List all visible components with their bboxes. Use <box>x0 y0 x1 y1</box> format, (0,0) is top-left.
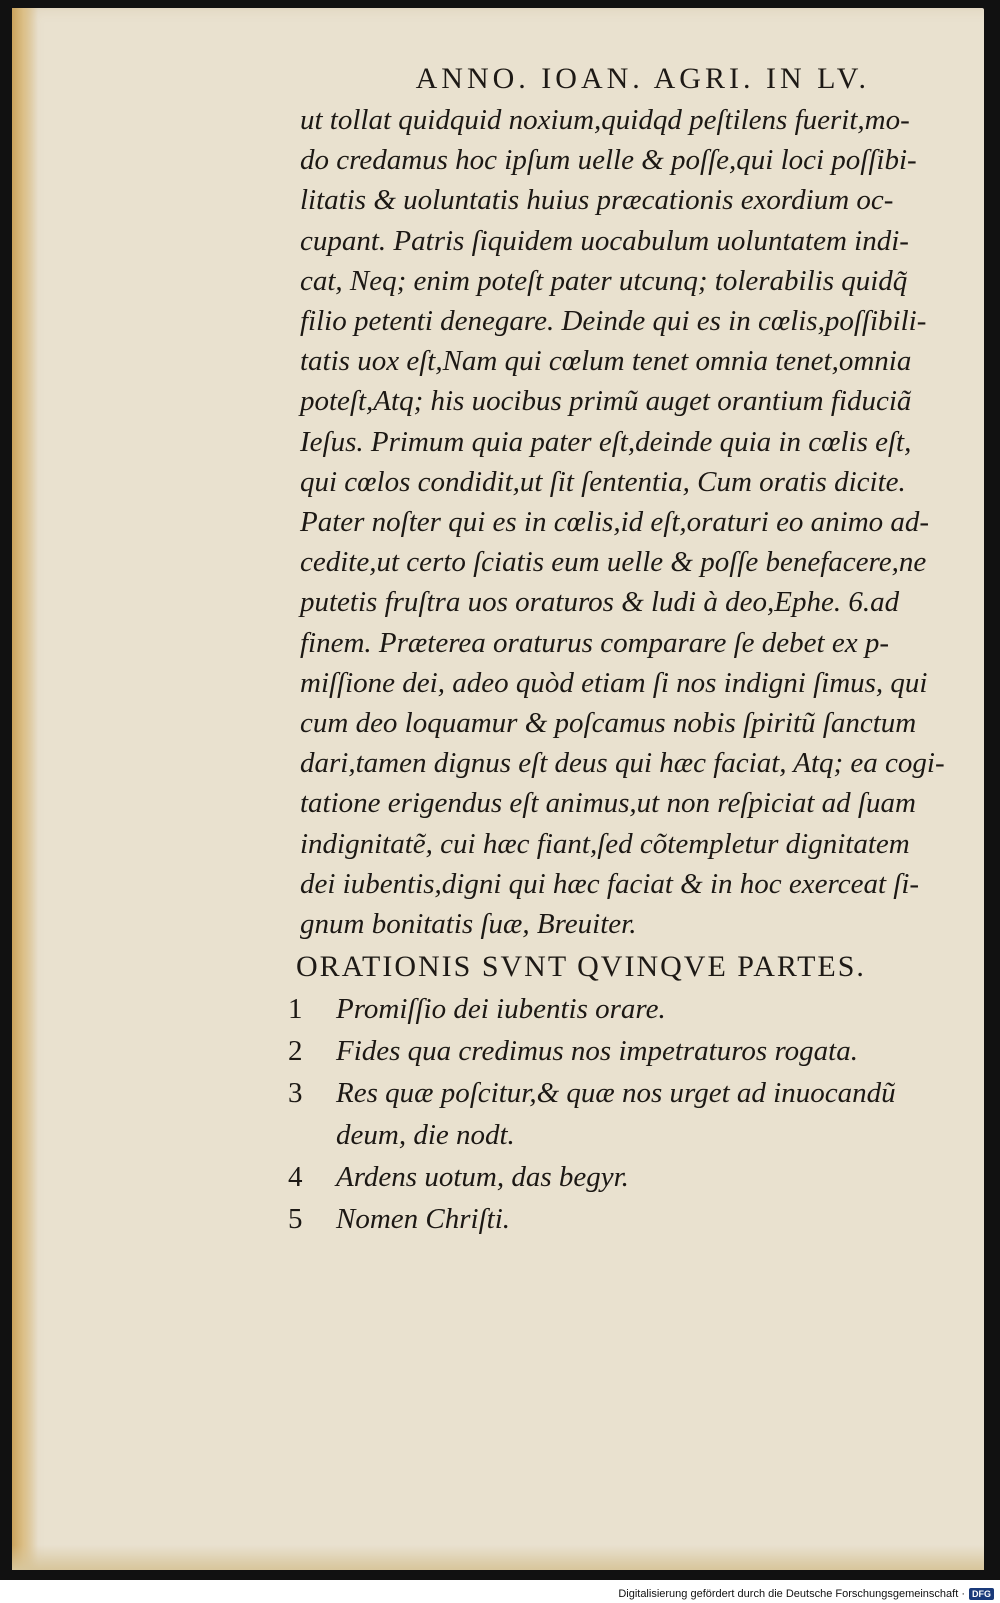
item-number: 3 <box>288 1077 303 1109</box>
item-text: Res quæ poſcitur,& quæ nos urget ad inuocandũ <box>336 1077 896 1109</box>
item-number: 2 <box>288 1035 303 1067</box>
parts-list <box>288 988 968 1240</box>
body-line: putetis fruſtra uos oraturos & ludi à deo,Ephe. 6.ad <box>300 586 900 619</box>
dfg-logo-icon: DFG <box>969 1588 994 1600</box>
body-line: gnum bonitatis ſuæ, Breuiter. <box>300 908 637 941</box>
body-line: cupant. Patris ſiquidem uocabulum uoluntatem indi- <box>300 224 909 257</box>
body-line: finem. Præterea oraturus comparare ſe debet ex p- <box>300 626 890 659</box>
body-line: tatis uox eſt,Nam qui cœlum tenet omnia tenet,omnia <box>300 345 912 378</box>
body-line: qui cœlos condidit,ut ſit ſententia, Cum oratis dicite. <box>300 465 906 498</box>
body-line: cat, Neq; enim poteſt pater utcunq; tolerabilis quidq̃ <box>300 264 908 297</box>
page-gutter-edge <box>12 8 38 1570</box>
body-line: dari,tamen dignus eſt deus qui hæc faciat, Atq; ea cogi- <box>300 747 945 780</box>
body-line: cum deo loquamur & poſcamus nobis ſpiritũ ſanctum <box>300 707 917 740</box>
body-line: Pater noſter qui es in cœlis,id eſt,oraturi eo animo ad- <box>300 506 930 539</box>
item-text-continued: deum, die nodt. <box>336 1119 515 1151</box>
item-number: 5 <box>288 1203 303 1235</box>
list-item <box>288 988 968 1030</box>
body-line: do credamus hoc ipſum uelle & poſſe,qui loci poſſibi- <box>300 144 917 177</box>
running-title: ANNO. IOAN. AGRI. IN LV. <box>415 62 870 95</box>
list-item <box>288 1156 968 1198</box>
body-line: dei iubentis,digni qui hæc faciat & in hoc exerceat ſi- <box>300 867 920 900</box>
item-text: Nomen Chriſti. <box>336 1203 511 1235</box>
list-item <box>288 1030 968 1072</box>
page-bottom-edge <box>12 1545 984 1570</box>
body-line: litatis & uoluntatis huius præcationis exordium oc- <box>300 184 894 217</box>
body-line: miſſione dei, adeo quòd etiam ſi nos indigni ſimus, qui <box>300 666 928 699</box>
item-text: Fides qua credimus nos impetraturos rogata. <box>336 1035 858 1067</box>
body-line: tatione erigendus eſt animus,ut non reſpiciat ad ſuam <box>300 787 916 820</box>
item-text: Ardens uotum, das begyr. <box>336 1161 629 1193</box>
body-line: filio petenti denegare. Deinde qui es in cœlis,poſſibili- <box>300 305 927 338</box>
list-item <box>288 1072 968 1156</box>
body-line: poteſt,Atq; his uocibus primũ auget orantium fiduciã <box>300 385 912 418</box>
section-heading: ORATIONIS SVNT QVINQVE PARTES. <box>296 950 866 983</box>
body-text <box>300 100 960 944</box>
item-text: Promiſſio dei iubentis orare. <box>336 993 666 1025</box>
funding-notice <box>618 1586 994 1602</box>
body-line: ut tollat quidquid noxium,quidqd peſtilens fuerit,mo- <box>300 104 910 136</box>
list-item <box>288 1198 968 1240</box>
body-line: indignitatẽ, cui hæc fiant,ſed cõtempletur dignitatem <box>300 827 910 860</box>
funding-text: Digitalisierung gefördert durch die Deutsche Forschungsgemeinschaft · <box>618 1588 965 1600</box>
item-number: 4 <box>288 1161 303 1193</box>
item-number: 1 <box>288 993 303 1025</box>
body-line: cedite,ut certo ſciatis eum uelle & poſſe benefacere,ne <box>300 546 927 579</box>
body-line: Ieſus. Primum quia pater eſt,deinde quia in cœlis eſt, <box>300 425 912 458</box>
